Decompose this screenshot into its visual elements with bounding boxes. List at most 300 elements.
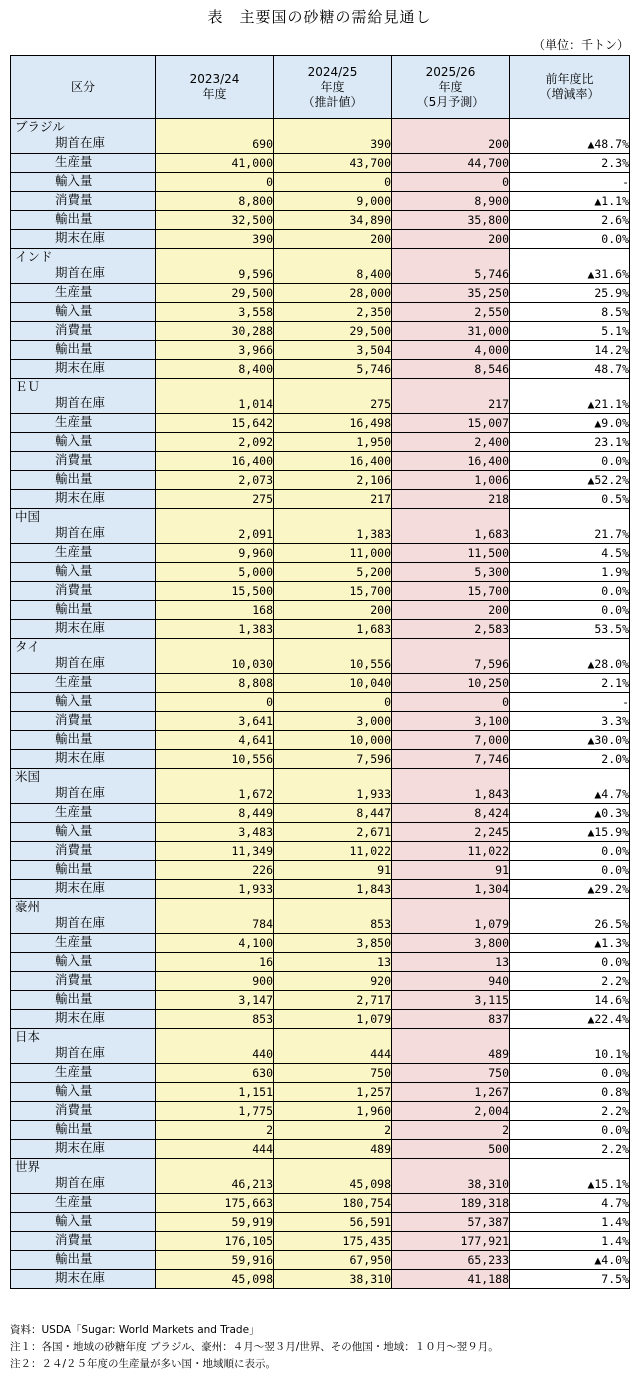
value-2025-26: 217 — [392, 395, 510, 414]
empty-cell — [392, 249, 510, 266]
value-2023-24: 29,500 — [156, 284, 274, 303]
table-row — [11, 693, 630, 712]
item-label: 輸出量 — [11, 861, 156, 880]
value-2023-24: 46,213 — [156, 1175, 274, 1194]
item-label: 消費量 — [11, 1232, 156, 1251]
value-2025-26: 65,233 — [392, 1251, 510, 1270]
value-2023-24: 59,919 — [156, 1213, 274, 1232]
value-2025-26: 44,700 — [392, 154, 510, 173]
table-row — [11, 953, 630, 972]
item-label: 輸出量 — [11, 1251, 156, 1270]
value-2024-25: 5,746 — [274, 360, 392, 379]
value-2024-25: 217 — [274, 490, 392, 509]
value-2025-26: 2,004 — [392, 1102, 510, 1121]
table-row — [11, 620, 630, 639]
table-row — [11, 1251, 630, 1270]
value-2025-26: 0 — [392, 693, 510, 712]
empty-cell — [392, 379, 510, 396]
empty-cell — [156, 899, 274, 916]
value-2024-25: 56,591 — [274, 1213, 392, 1232]
table-row — [11, 395, 630, 414]
empty-cell — [392, 1159, 510, 1176]
value-yoy: ▲1.3% — [510, 934, 630, 953]
value-yoy: 3.3% — [510, 712, 630, 731]
table-row — [11, 861, 630, 880]
item-label: 期末在庫 — [11, 880, 156, 899]
value-yoy: ▲30.0% — [510, 731, 630, 750]
table-row — [11, 1102, 630, 1121]
notes — [10, 1322, 499, 1373]
item-label: 輸入量 — [11, 303, 156, 322]
value-2025-26: 8,900 — [392, 192, 510, 211]
value-2025-26: 189,318 — [392, 1194, 510, 1213]
value-2023-24: 176,105 — [156, 1232, 274, 1251]
value-2023-24: 3,147 — [156, 991, 274, 1010]
value-2023-24: 3,641 — [156, 712, 274, 731]
value-yoy: 0.0% — [510, 582, 630, 601]
table-row — [11, 655, 630, 674]
item-label: 期末在庫 — [11, 230, 156, 249]
empty-cell — [274, 379, 392, 396]
value-2024-25: 2 — [274, 1121, 392, 1140]
value-2025-26: 2,400 — [392, 433, 510, 452]
value-2025-26: 38,310 — [392, 1175, 510, 1194]
value-2025-26: 1,267 — [392, 1083, 510, 1102]
value-yoy: 0.8% — [510, 1083, 630, 1102]
table-row — [11, 934, 630, 953]
country-label: 世界 — [11, 1159, 156, 1176]
item-label: 輸入量 — [11, 433, 156, 452]
item-label: 期首在庫 — [11, 395, 156, 414]
empty-cell — [510, 119, 630, 136]
value-yoy: 48.7% — [510, 360, 630, 379]
empty-cell — [510, 639, 630, 656]
value-2024-25: 67,950 — [274, 1251, 392, 1270]
value-2025-26: 1,079 — [392, 915, 510, 934]
item-label: 期末在庫 — [11, 1270, 156, 1289]
value-2025-26: 3,100 — [392, 712, 510, 731]
table-row — [11, 1083, 630, 1102]
value-2023-24: 9,960 — [156, 544, 274, 563]
value-2025-26: 2,245 — [392, 823, 510, 842]
value-2024-25: 275 — [274, 395, 392, 414]
value-2023-24: 1,151 — [156, 1083, 274, 1102]
value-yoy: 0.0% — [510, 452, 630, 471]
value-2025-26: 15,007 — [392, 414, 510, 433]
value-yoy: 14.6% — [510, 991, 630, 1010]
value-yoy: ▲48.7% — [510, 135, 630, 154]
table-row — [11, 1010, 630, 1029]
empty-cell — [156, 769, 274, 786]
item-label: 生産量 — [11, 544, 156, 563]
value-2025-26: 1,006 — [392, 471, 510, 490]
value-2023-24: 8,800 — [156, 192, 274, 211]
item-label: 生産量 — [11, 1194, 156, 1213]
header-2024-25: 2024/25 年度 （推計値） — [274, 56, 392, 119]
empty-cell — [392, 639, 510, 656]
item-label: 期首在庫 — [11, 525, 156, 544]
item-label: 生産量 — [11, 674, 156, 693]
note-2: 注２：２４/２５年度の生産量が多い国・地域順に表示。 — [10, 1358, 277, 1370]
item-label: 期首在庫 — [11, 915, 156, 934]
value-2024-25: 3,000 — [274, 712, 392, 731]
empty-cell — [510, 249, 630, 266]
table-row — [11, 601, 630, 620]
item-label: 消費量 — [11, 1102, 156, 1121]
value-2023-24: 3,966 — [156, 341, 274, 360]
item-label: 期首在庫 — [11, 265, 156, 284]
value-2023-24: 2,092 — [156, 433, 274, 452]
empty-cell — [156, 379, 274, 396]
value-2023-24: 32,500 — [156, 211, 274, 230]
empty-cell — [510, 379, 630, 396]
table-row — [11, 452, 630, 471]
value-yoy: ▲21.1% — [510, 395, 630, 414]
value-2025-26: 3,115 — [392, 991, 510, 1010]
note-1: 注１：各国・地域の砂糖年度 ブラジル、豪州：４月～翌３月/世界、その他国・地域：１０月～翌９月。 — [10, 1341, 499, 1353]
value-2024-25: 853 — [274, 915, 392, 934]
table-row — [11, 880, 630, 899]
table-row — [11, 433, 630, 452]
country-label: 米国 — [11, 769, 156, 786]
value-2024-25: 8,447 — [274, 804, 392, 823]
value-yoy: 0.5% — [510, 490, 630, 509]
item-label: 輸出量 — [11, 341, 156, 360]
item-label: 期末在庫 — [11, 360, 156, 379]
value-2023-24: 15,642 — [156, 414, 274, 433]
value-2024-25: 1,843 — [274, 880, 392, 899]
value-2023-24: 784 — [156, 915, 274, 934]
item-label: 消費量 — [11, 712, 156, 731]
value-yoy: 0.0% — [510, 230, 630, 249]
value-2023-24: 15,500 — [156, 582, 274, 601]
empty-cell — [392, 769, 510, 786]
value-2024-25: 2,717 — [274, 991, 392, 1010]
value-yoy: 10.1% — [510, 1045, 630, 1064]
table-row — [11, 1175, 630, 1194]
table-row — [11, 230, 630, 249]
value-2024-25: 1,079 — [274, 1010, 392, 1029]
section-header-row — [11, 639, 630, 656]
value-2024-25: 9,000 — [274, 192, 392, 211]
table-row — [11, 1232, 630, 1251]
value-yoy: 0.0% — [510, 601, 630, 620]
value-2025-26: 57,387 — [392, 1213, 510, 1232]
header-2023-24: 2023/24 年度 — [156, 56, 274, 119]
value-2023-24: 10,030 — [156, 655, 274, 674]
section-header-row — [11, 899, 630, 916]
value-2025-26: 7,596 — [392, 655, 510, 674]
value-2024-25: 10,040 — [274, 674, 392, 693]
value-2024-25: 200 — [274, 601, 392, 620]
country-label: 中国 — [11, 509, 156, 526]
item-label: 消費量 — [11, 322, 156, 341]
value-2024-25: 2,671 — [274, 823, 392, 842]
table-row — [11, 712, 630, 731]
item-label: 生産量 — [11, 1064, 156, 1083]
item-label: 輸入量 — [11, 693, 156, 712]
item-label: 消費量 — [11, 842, 156, 861]
table-row — [11, 1194, 630, 1213]
table-row — [11, 544, 630, 563]
empty-cell — [274, 1029, 392, 1046]
value-2023-24: 4,100 — [156, 934, 274, 953]
section-header-row — [11, 379, 630, 396]
value-2025-26: 500 — [392, 1140, 510, 1159]
item-label: 期末在庫 — [11, 1140, 156, 1159]
table-row — [11, 674, 630, 693]
value-2025-26: 200 — [392, 601, 510, 620]
source-note: 資料：USDA「Sugar: World Markets and Trade」 — [10, 1324, 260, 1336]
value-2023-24: 1,775 — [156, 1102, 274, 1121]
value-2025-26: 837 — [392, 1010, 510, 1029]
value-yoy: 25.9% — [510, 284, 630, 303]
value-2025-26: 489 — [392, 1045, 510, 1064]
table-row — [11, 265, 630, 284]
table-row — [11, 360, 630, 379]
value-yoy: 2.2% — [510, 1140, 630, 1159]
value-2023-24: 1,383 — [156, 620, 274, 639]
value-2025-26: 11,500 — [392, 544, 510, 563]
item-label: 消費量 — [11, 582, 156, 601]
value-2024-25: 920 — [274, 972, 392, 991]
value-2023-24: 59,916 — [156, 1251, 274, 1270]
country-label: タイ — [11, 639, 156, 656]
item-label: 生産量 — [11, 284, 156, 303]
value-2024-25: 15,700 — [274, 582, 392, 601]
value-2024-25: 1,383 — [274, 525, 392, 544]
value-2023-24: 8,400 — [156, 360, 274, 379]
country-label: 豪州 — [11, 899, 156, 916]
item-label: 消費量 — [11, 452, 156, 471]
value-yoy: ▲0.3% — [510, 804, 630, 823]
table-row — [11, 1140, 630, 1159]
value-2025-26: 16,400 — [392, 452, 510, 471]
value-2025-26: 13 — [392, 953, 510, 972]
value-2024-25: 1,950 — [274, 433, 392, 452]
value-2025-26: 750 — [392, 1064, 510, 1083]
value-yoy: 7.5% — [510, 1270, 630, 1289]
value-2023-24: 226 — [156, 861, 274, 880]
empty-cell — [510, 1029, 630, 1046]
item-label: 輸入量 — [11, 1083, 156, 1102]
value-2025-26: 200 — [392, 230, 510, 249]
country-label: ブラジル — [11, 119, 156, 136]
value-2024-25: 11,000 — [274, 544, 392, 563]
value-2025-26: 2,550 — [392, 303, 510, 322]
page-title: 表 主要国の砂糖の需給見通し — [207, 8, 432, 26]
value-yoy: 1.4% — [510, 1232, 630, 1251]
value-2024-25: 5,200 — [274, 563, 392, 582]
table-row — [11, 525, 630, 544]
value-2025-26: 177,921 — [392, 1232, 510, 1251]
value-2025-26: 200 — [392, 135, 510, 154]
item-label: 輸入量 — [11, 563, 156, 582]
empty-cell — [156, 119, 274, 136]
value-yoy: ▲1.1% — [510, 192, 630, 211]
value-2025-26: 7,746 — [392, 750, 510, 769]
value-2023-24: 444 — [156, 1140, 274, 1159]
empty-cell — [274, 639, 392, 656]
item-label: 輸入量 — [11, 1213, 156, 1232]
value-yoy: - — [510, 173, 630, 192]
value-2024-25: 3,504 — [274, 341, 392, 360]
value-2024-25: 3,850 — [274, 934, 392, 953]
table-row — [11, 1045, 630, 1064]
item-label: 期末在庫 — [11, 620, 156, 639]
value-2023-24: 390 — [156, 230, 274, 249]
value-2025-26: 11,022 — [392, 842, 510, 861]
table-row — [11, 322, 630, 341]
empty-cell — [392, 899, 510, 916]
table-row — [11, 341, 630, 360]
value-2023-24: 168 — [156, 601, 274, 620]
value-2024-25: 11,022 — [274, 842, 392, 861]
value-yoy: 8.5% — [510, 303, 630, 322]
table-row — [11, 135, 630, 154]
value-yoy: ▲9.0% — [510, 414, 630, 433]
item-label: 輸出量 — [11, 471, 156, 490]
value-2024-25: 43,700 — [274, 154, 392, 173]
value-2023-24: 9,596 — [156, 265, 274, 284]
value-2024-25: 390 — [274, 135, 392, 154]
value-2023-24: 45,098 — [156, 1270, 274, 1289]
value-2023-24: 3,483 — [156, 823, 274, 842]
value-2023-24: 2,073 — [156, 471, 274, 490]
value-2023-24: 1,672 — [156, 785, 274, 804]
item-label: 期首在庫 — [11, 1175, 156, 1194]
item-label: 生産量 — [11, 934, 156, 953]
value-2025-26: 218 — [392, 490, 510, 509]
value-yoy: 2.2% — [510, 972, 630, 991]
table-row — [11, 823, 630, 842]
value-2024-25: 34,890 — [274, 211, 392, 230]
item-label: 消費量 — [11, 192, 156, 211]
value-yoy: 26.5% — [510, 915, 630, 934]
item-label: 輸出量 — [11, 211, 156, 230]
value-yoy: ▲15.1% — [510, 1175, 630, 1194]
empty-cell — [392, 509, 510, 526]
value-2024-25: 489 — [274, 1140, 392, 1159]
value-2023-24: 0 — [156, 693, 274, 712]
item-label: 輸出量 — [11, 991, 156, 1010]
value-2025-26: 5,746 — [392, 265, 510, 284]
value-2024-25: 2,106 — [274, 471, 392, 490]
table-row — [11, 173, 630, 192]
value-2024-25: 1,257 — [274, 1083, 392, 1102]
table-row — [11, 211, 630, 230]
value-yoy: 0.0% — [510, 861, 630, 880]
value-2025-26: 35,800 — [392, 211, 510, 230]
value-2024-25: 91 — [274, 861, 392, 880]
table-row — [11, 1064, 630, 1083]
value-yoy: 21.7% — [510, 525, 630, 544]
value-2023-24: 1,014 — [156, 395, 274, 414]
value-2023-24: 11,349 — [156, 842, 274, 861]
value-yoy: ▲4.7% — [510, 785, 630, 804]
empty-cell — [510, 509, 630, 526]
item-label: 輸出量 — [11, 731, 156, 750]
value-2025-26: 3,800 — [392, 934, 510, 953]
value-yoy: ▲29.2% — [510, 880, 630, 899]
value-yoy: 0.0% — [510, 953, 630, 972]
value-2025-26: 7,000 — [392, 731, 510, 750]
item-label: 輸出量 — [11, 1121, 156, 1140]
value-2024-25: 1,933 — [274, 785, 392, 804]
value-2023-24: 10,556 — [156, 750, 274, 769]
value-2025-26: 31,000 — [392, 322, 510, 341]
value-yoy: 4.7% — [510, 1194, 630, 1213]
value-yoy: 23.1% — [510, 433, 630, 452]
value-2023-24: 275 — [156, 490, 274, 509]
item-label: 期末在庫 — [11, 490, 156, 509]
table-row — [11, 842, 630, 861]
country-label: インド — [11, 249, 156, 266]
unit-label: （単位：千トン） — [532, 38, 629, 52]
value-2023-24: 41,000 — [156, 154, 274, 173]
value-2024-25: 444 — [274, 1045, 392, 1064]
value-yoy: 53.5% — [510, 620, 630, 639]
header-category: 区分 — [11, 56, 156, 119]
empty-cell — [274, 249, 392, 266]
empty-cell — [510, 1159, 630, 1176]
header-yoy-change: 前年度比 （増減率） — [510, 56, 630, 119]
table-row — [11, 1270, 630, 1289]
value-2025-26: 2,583 — [392, 620, 510, 639]
value-2024-25: 180,754 — [274, 1194, 392, 1213]
value-2025-26: 8,546 — [392, 360, 510, 379]
value-2024-25: 45,098 — [274, 1175, 392, 1194]
item-label: 輸入量 — [11, 953, 156, 972]
header-2025-26: 2025/26 年度 （5月予測） — [392, 56, 510, 119]
value-2025-26: 1,683 — [392, 525, 510, 544]
value-2025-26: 91 — [392, 861, 510, 880]
value-2025-26: 8,424 — [392, 804, 510, 823]
value-yoy: 2.1% — [510, 674, 630, 693]
value-2024-25: 200 — [274, 230, 392, 249]
value-2023-24: 8,808 — [156, 674, 274, 693]
empty-cell — [274, 899, 392, 916]
value-2024-25: 2,350 — [274, 303, 392, 322]
value-2023-24: 690 — [156, 135, 274, 154]
value-2023-24: 0 — [156, 173, 274, 192]
table-row — [11, 750, 630, 769]
value-2024-25: 16,400 — [274, 452, 392, 471]
value-yoy: 1.4% — [510, 1213, 630, 1232]
empty-cell — [156, 509, 274, 526]
value-2023-24: 16,400 — [156, 452, 274, 471]
value-2023-24: 853 — [156, 1010, 274, 1029]
table-row — [11, 192, 630, 211]
value-2024-25: 8,400 — [274, 265, 392, 284]
value-2023-24: 8,449 — [156, 804, 274, 823]
value-2025-26: 35,250 — [392, 284, 510, 303]
value-2023-24: 3,558 — [156, 303, 274, 322]
empty-cell — [156, 1029, 274, 1046]
item-label: 期首在庫 — [11, 1045, 156, 1064]
table-row — [11, 414, 630, 433]
item-label: 期首在庫 — [11, 785, 156, 804]
value-yoy: 2.3% — [510, 154, 630, 173]
item-label: 輸出量 — [11, 601, 156, 620]
item-label: 期末在庫 — [11, 1010, 156, 1029]
empty-cell — [156, 249, 274, 266]
value-yoy: ▲52.2% — [510, 471, 630, 490]
table-row — [11, 284, 630, 303]
table-row — [11, 1213, 630, 1232]
value-2023-24: 1,933 — [156, 880, 274, 899]
item-label: 期末在庫 — [11, 750, 156, 769]
